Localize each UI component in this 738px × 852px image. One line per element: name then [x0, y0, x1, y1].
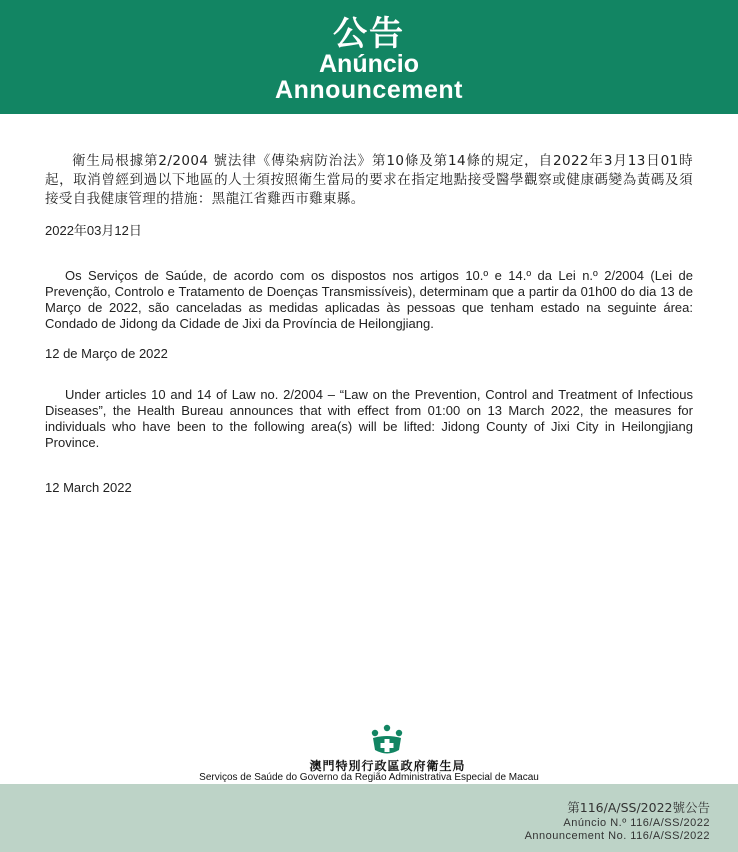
health-bureau-logo-icon [369, 724, 405, 756]
reference-footer [0, 784, 738, 852]
pt-paragraph: Os Serviços de Saúde, de acordo com os dispostos nos artigos 10.º e 14.º da Lei n.º 2/2004 (Lei de Prevenção, Controlo e Tratamento de Doenças Transmissíveis), determinam que a partir da 01h00 do dia 13 de Março de 2022, são canceladas as medidas aplicadas às pessoas que tenham estado na seguinte área: Condado de Jidong da Cidade de Jixi da Província de Heilongjiang. [45, 268, 693, 331]
organization-name-pt: Serviços de Saúde do Governo da Região Administrativa Especial de Macau [199, 772, 539, 783]
title-pt: Anúncio [319, 50, 419, 78]
en-paragraph: Under articles 10 and 14 of Law no. 2/2004 – “Law on the Prevention, Control and Treatment of Infectious Diseases”, the Health Bureau announces that with effect from 01:00 on 13 March 2022, the measures for individuals who have been to the following area(s) will be lifted: Jidong County of Jixi City in Heilongjiang Province. [45, 387, 693, 450]
title-zh: 公告 [333, 14, 405, 54]
reference-en: Announcement No. 116/A/SS/2022 [524, 830, 710, 842]
announcement-header [0, 0, 738, 114]
organization-name-zh: 澳門特別行政區政府衛生局 [309, 759, 466, 773]
reference-pt: Anúncio N.º 116/A/SS/2022 [563, 817, 710, 829]
pt-date: 12 de Março de 2022 [45, 346, 168, 361]
title-en: Announcement [275, 76, 463, 104]
zh-paragraph: 衛生局根據第2/2004 號法律《傳染病防治法》第10條及第14條的規定，自2022年3月13日01時起，取消曾經到過以下地區的人士須按照衛生當局的要求在指定地點接受醫學觀察或健康碼變為黃碼及須接受自我健康管理的措施：黑龍江省雞西市雞東縣。 [45, 153, 693, 207]
zh-date: 2022年03月12日 [45, 223, 142, 238]
en-date: 12 March 2022 [45, 480, 132, 495]
reference-zh: 第116/A/SS/2022號公告 [567, 800, 710, 815]
